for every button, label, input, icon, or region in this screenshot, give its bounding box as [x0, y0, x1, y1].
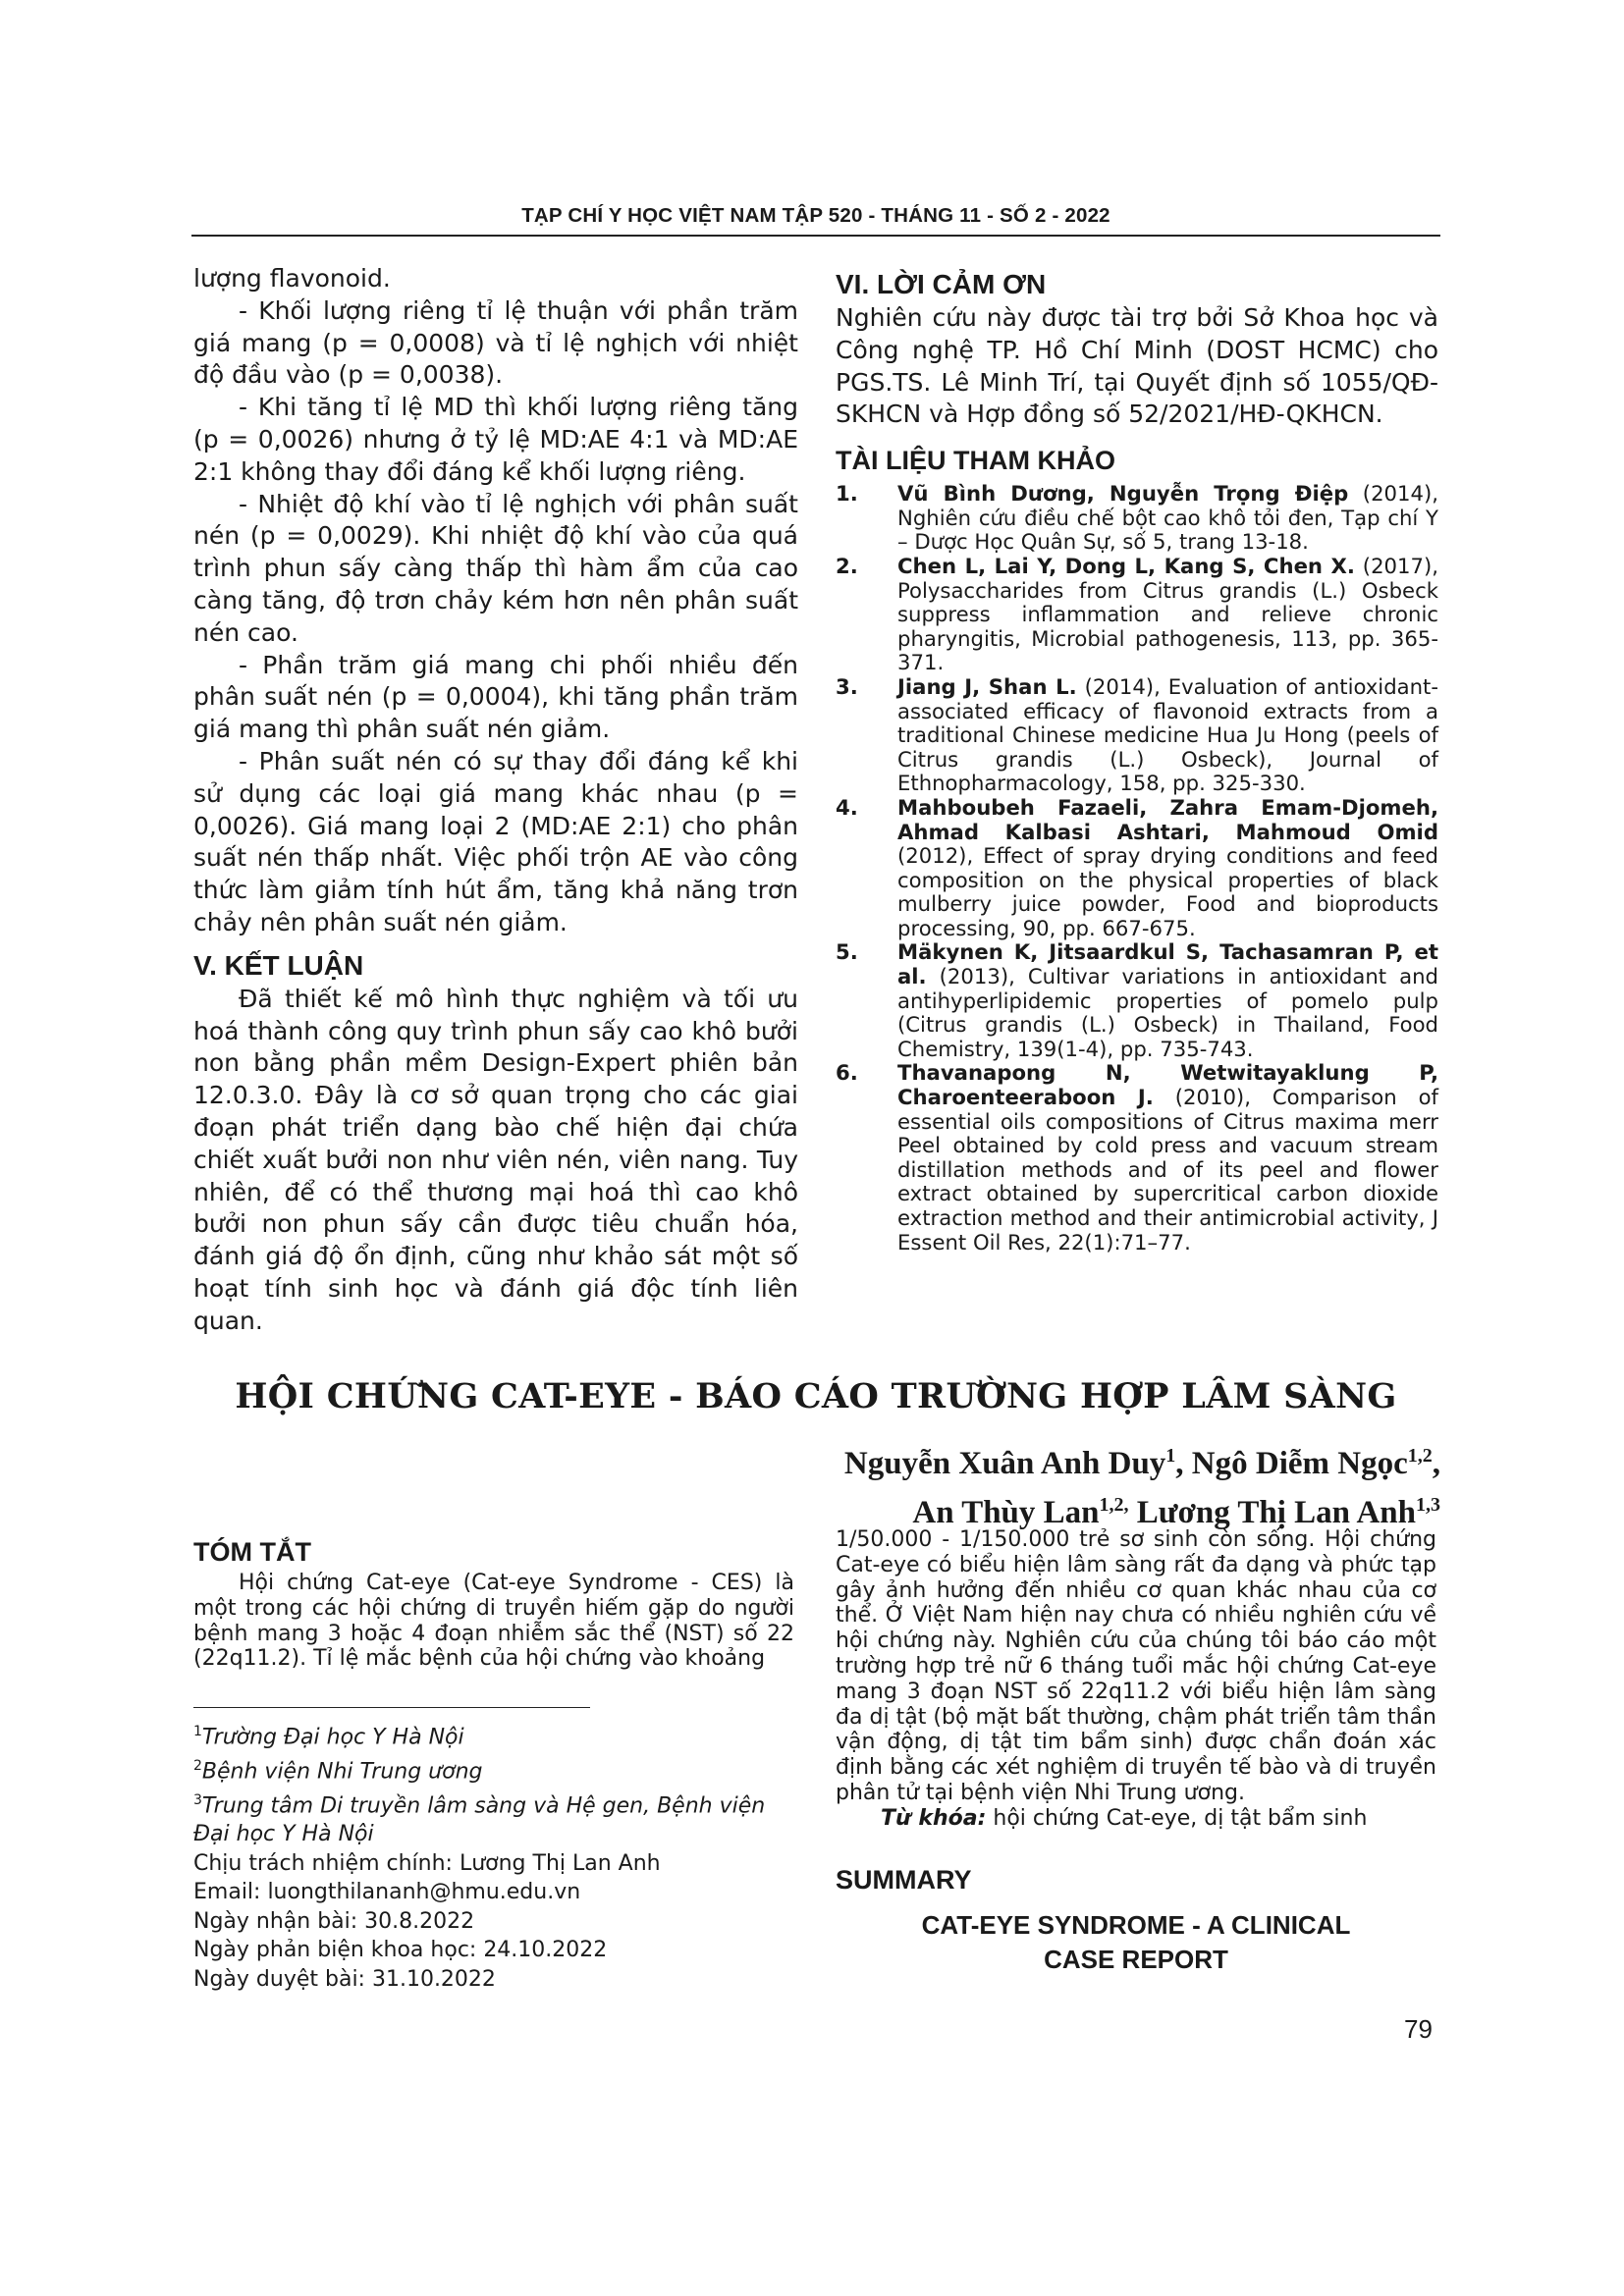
footnotes: [193, 1718, 792, 1994]
accepted-date: Ngày duyệt bài: 31.10.2022: [193, 1966, 496, 1992]
reference-item: [836, 675, 1438, 796]
reference-authors: Vũ Bình Dương, Nguyễn Trọng Điệp: [897, 481, 1349, 507]
reference-number: 4.: [836, 794, 858, 820]
abstract-paragraph: Hội chứng Cat-eye (Cat-eye Syndrome - CES) là một trong các hội chứng di truyền hiếm gặp do người bệnh mang 3 hoặc 4 đoạn nhiễm sắc thể (NST) số 22 (22q11.2). Tỉ lệ mắc bệnh của hội chứng vào khoảng: [193, 1571, 794, 1672]
keywords-text: hội chứng Cat-eye, dị tật bẩm sinh: [986, 1805, 1368, 1831]
affiliation-note: [193, 1787, 792, 1849]
author-name: Lương Thị Lan Anh: [1136, 1495, 1416, 1530]
summary-subtitle: [836, 1908, 1436, 1977]
author-separator: ,: [1432, 1446, 1440, 1481]
conclusion-paragraph: Đã thiết kế mô hình thực nghiệm và tối ưu hoá thành công quy trình phun sấy cao khô bưởi non bằng phần mềm Design-Expert phiên bản 12.0.3.0. Đây là cơ sở quan trọng cho các giai đoạn phát triển dạng bào chế hiện đại chứa chiết xuất bưởi non như viên nén, viên nang. Tuy nhiên, để có thể thương mại hoá thì cao khô bưởi non phun sấy cần được tiêu chuẩn hóa, đánh giá độ ổn định, cũng như khảo sát một số hoạt tính sinh học và đánh giá độc tính liên quan.: [193, 984, 798, 1335]
affiliation-number: 1: [193, 1724, 202, 1739]
conclusion-heading: V. KẾT LUẬN: [193, 949, 364, 981]
left-column: [193, 263, 798, 1338]
footnote-rule: [193, 1707, 590, 1708]
author-name: Nguyễn Xuân Anh Duy: [843, 1446, 1166, 1481]
summary-subtitle-line: CASE REPORT: [1044, 1945, 1228, 1974]
author-affiliation: 1,3: [1416, 1494, 1440, 1516]
header-rule: [191, 235, 1440, 237]
paragraph: - Khối lượng riêng tỉ lệ thuận với phần trăm giá mang (p = 0,0008) và tỉ lệ nghịch với nhiệt độ đầu vào (p = 0,0038).: [193, 295, 798, 390]
reference-number: 5.: [836, 939, 858, 965]
author-email: Email: luongthilananh@hmu.edu.vn: [193, 1880, 581, 1905]
paragraph: - Phân suất nén có sự thay đổi đáng kể khi sử dụng các loại giá mang khác nhau (p = 0,0026). Giá mang loại 2 (MD:AE 2:1) cho phân suất nén thấp nhất. Việc phối trộn AE vào công thức làm giảm tính hút ẩm, tăng khả năng trơn chảy nên phân suất nén giảm.: [193, 746, 798, 936]
reference-details: (2017), Polysaccharides from Citrus grandis (L.) Osbeck suppress inflammation and relieve chronic pharyngitis, Microbial pathogenesis, 113, pp. 365-371.: [897, 553, 1438, 675]
reference-number: 3.: [836, 673, 858, 699]
author-affiliation: 1: [1165, 1445, 1176, 1467]
author-name: Ngô Diễm Ngọc: [1191, 1446, 1408, 1481]
abstract-right: [836, 1527, 1436, 1832]
abstract-heading: TÓM TẮT: [193, 1537, 311, 1567]
reference-authors: Jiang J, Shan L.: [897, 673, 1077, 699]
paragraph: - Nhiệt độ khí vào tỉ lệ nghịch với phân suất nén (p = 0,0029). Khi nhiệt độ khí vào của quá trình phun sấy càng thấp thì hàm ẩm của cao càng tăng, độ trơn chảy kém hơn nên phân suất nén cao.: [193, 489, 798, 647]
reference-authors: Chen L, Lai Y, Dong L, Kang S, Chen X.: [897, 553, 1355, 578]
reference-number: 2.: [836, 553, 858, 578]
review-date: Ngày phản biện khoa học: 24.10.2022: [193, 1938, 608, 1963]
reference-item: [836, 940, 1438, 1061]
responsible-author: Chịu trách nhiệm chính: Lương Thị Lan Anh: [193, 1850, 661, 1876]
journal-header: TẠP CHÍ Y HỌC VIỆT NAM TẬP 520 - THÁNG 11 - SỐ 2 - 2022: [521, 204, 1110, 227]
author-affiliation: 1,2: [1407, 1445, 1433, 1467]
affiliation-number: 3: [193, 1791, 202, 1808]
summary-heading: SUMMARY: [836, 1865, 972, 1895]
summary-subtitle-line: CAT-EYE SYNDROME - A CLINICAL: [921, 1910, 1351, 1940]
reference-number: 1.: [836, 481, 858, 507]
affiliation-note: [193, 1752, 792, 1787]
reference-number: 6.: [836, 1060, 858, 1086]
thanks-paragraph: Nghiên cứu này được tài trợ bởi Sở Khoa học và Công nghệ TP. Hồ Chí Minh (DOST HCMC) cho PGS.TS. Lê Minh Trí, tại Quyết định số 1055/QĐ-SKHCN và Hợp đồng số 52/2021/HĐ-QKHCN.: [836, 303, 1438, 429]
paragraph: - Phần trăm giá mang chi phối nhiều đến phân suất nén (p = 0,0004), khi tăng phần trăm giá mang thì phân suất nén giảm.: [193, 650, 798, 744]
reference-authors: Mäkynen K, Jitsaardkul S, Tachasamran P, et al.: [897, 939, 1438, 989]
reference-details: (2013), Cultivar variations in antioxidant and antihyperlipidemic properties of pomelo pulp (Citrus grandis (L.) Osbeck) in Thailand, Food Chemistry, 139(1-4), pp. 735-743.: [897, 964, 1438, 1061]
affiliation-text: Trung tâm Di truyền lâm sàng và Hệ gen, Bệnh viện Đại học Y Hà Nội: [193, 1792, 766, 1847]
keywords-label: Từ khóa:: [881, 1805, 987, 1831]
right-column: [836, 267, 1438, 1255]
paragraph: lượng flavonoid.: [193, 264, 391, 293]
received-date: Ngày nhận bài: 30.8.2022: [193, 1908, 475, 1934]
reference-item: [836, 482, 1438, 555]
reference-details: (2014), Nghiên cứu điều chế bột cao khô tỏi đen, Tạp chí Y – Dược Học Quân Sự, số 5, trang 13-18.: [897, 481, 1438, 555]
abstract-paragraph: 1/50.000 - 1/150.000 trẻ sơ sinh còn sống. Hội chứng Cat-eye có biểu hiện lâm sàng rất đa dạng và phức tạp gây ảnh hưởng đến nhiều cơ quan khác nhau của cơ thể. Ở Việt Nam hiện nay chưa có nhiều nghiên cứu về hội chứng này. Nghiên cứu của chúng tôi báo cáo một trường hợp trẻ nữ 6 tháng tuổi mắc hội chứng Cat-eye mang 3 đoạn NST số 22q11.2 với biểu hiện lâm sàng đa dị tật (bộ mặt bất thường, chậm phát triển tâm thần vận động, dị tật tim bẩm sinh) được chẩn đoán xác định bằng các xét nghiệm di truyền tế bào và di truyền phân tử tại bệnh viện Nhi Trung ương.: [836, 1527, 1436, 1805]
reference-item: [836, 796, 1438, 941]
author-line: [844, 1484, 1440, 1533]
author-list: [844, 1435, 1440, 1533]
abstract-left: [193, 1571, 794, 1672]
affiliation-note: [193, 1718, 792, 1752]
author-separator: [1129, 1495, 1137, 1530]
author-name: An Thùy Lan: [912, 1495, 1100, 1530]
reference-details: (2010), Comparison of essential oils compositions of Citrus maxima merr Peel obtained by cold press and vacuum stream distillation methods and of its peel and flower extract obtained by supercritical carbon dioxide extraction method and their antimicrobial activity, J Essent Oil Res, 22(1):71–77.: [897, 1085, 1438, 1255]
affiliation-text: Trường Đại học Y Hà Nội: [201, 1725, 464, 1750]
reference-item: [836, 555, 1438, 675]
reference-item: [836, 1061, 1438, 1255]
author-line: [844, 1435, 1440, 1484]
affiliation-text: Bệnh viện Nhi Trung ương: [201, 1759, 483, 1785]
references-heading: TÀI LIỆU THAM KHẢO: [836, 446, 1115, 476]
reference-details: (2012), Effect of spray drying conditions and feed composition on the physical properties of black mulberry juice powder, Food and bioproducts processing, 90, pp. 667-675.: [897, 843, 1438, 940]
page-number: 79: [1404, 2014, 1433, 2044]
keywords-line: [836, 1806, 1436, 1832]
reference-authors: Thavanapong N, Wetwitayaklung P, Charoenteeraboon J.: [897, 1060, 1438, 1110]
paragraph: - Khi tăng tỉ lệ MD thì khối lượng riêng tăng (p = 0,0026) nhưng ở tỷ lệ MD:AE 4:1 và MD:AE 2:1 không thay đổi đáng kể khối lượng riêng.: [193, 393, 798, 486]
reference-details: (2014), Evaluation of antioxidant-associated efficacy of flavonoid extracts from a traditional Chinese medicine Hua Ju Hong (peels of Citrus grandis (L.) Osbeck), Journal of Ethnopharmacology, 158, pp. 325-330.: [897, 673, 1439, 796]
reference-authors: Mahboubeh Fazaeli, Zahra Emam-Djomeh, Ahmad Kalbasi Ashtari, Mahmoud Omid: [897, 794, 1438, 844]
author-affiliation: 1,2,: [1099, 1494, 1129, 1516]
article-title: HỘI CHỨNG CAT-EYE - BÁO CÁO TRƯỜNG HỢP LÂM SÀNG: [235, 1376, 1397, 1416]
author-separator: ,: [1175, 1446, 1192, 1481]
affiliation-number: 2: [193, 1757, 202, 1774]
thanks-heading: VI. LỜI CẢM ƠN: [836, 269, 1047, 299]
reference-list: [836, 482, 1438, 1255]
